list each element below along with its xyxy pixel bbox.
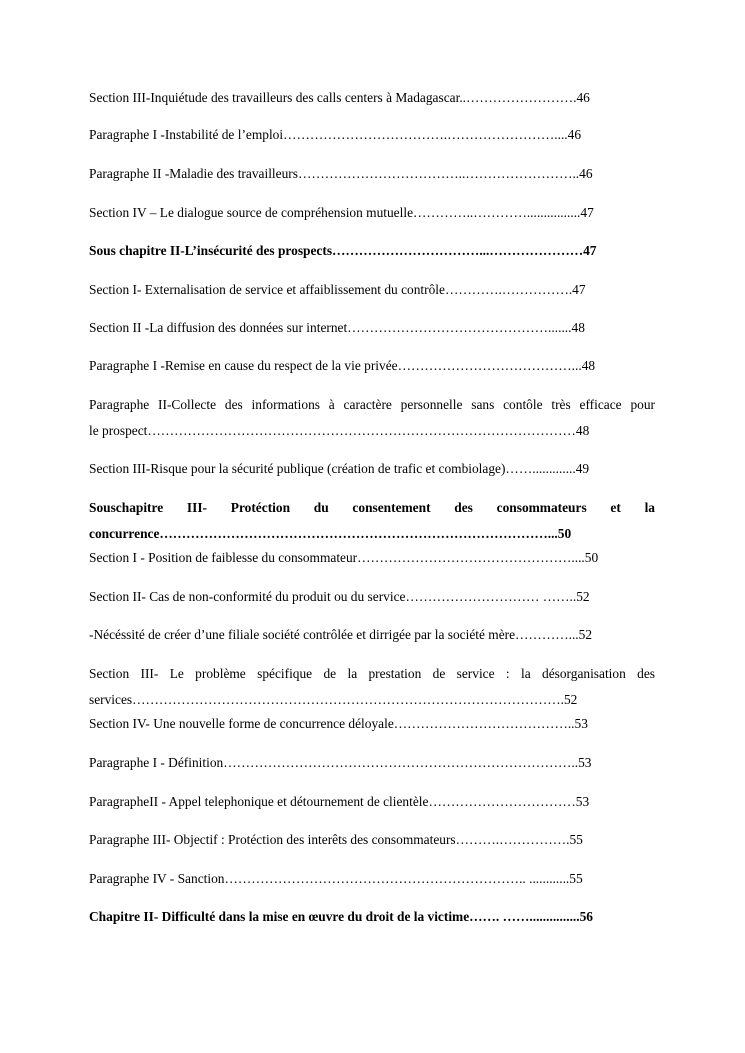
toc-entry-paragraphe-i-instabilite: Paragraphe I -Instabilité de l’emploi……………………………….……………………....46 xyxy=(89,127,582,142)
toc-entry-sous-chapitre-ii: Sous chapitre II-L’insécurité des prospects……………………………...…………………47 xyxy=(89,243,597,258)
toc-entry-paragraphe-iv-sanction: Paragraphe IV - Sanction………………………………………………………….. ............55 xyxy=(89,871,583,886)
toc-entry-souschapitre-iii xyxy=(89,495,655,547)
toc-entry-paragraphe-iii-objectif: Paragraphe III- Objectif : Protéction des interêts des consommateurs……….…………….55 xyxy=(89,832,583,847)
toc-entry-line-2: services…………………………………………………………………………………….52 xyxy=(89,692,578,707)
toc-entry-section-iii-prestation xyxy=(89,661,655,713)
toc-entry-chapitre-ii: Chapitre II- Difficulté dans la mise en œuvre du droit de la victime……. ……...............56 xyxy=(89,909,593,924)
toc-entry-paragraphe-ii-collecte xyxy=(89,392,655,444)
toc-entry-section-iv-concurrence: Section IV- Une nouvelle forme de concurrence déloyale…………………………………..53 xyxy=(89,716,588,731)
toc-entry-line-2: le prospect……………………………………………………………………………………48 xyxy=(89,423,590,438)
toc-entry-line-1: Paragraphe II-Collecte des informations à caractère personnelle sans contôle très efficace pour xyxy=(89,397,655,412)
toc-entry-section-i-faiblesse: Section I - Position de faiblesse du consommateur…………………………………………....50 xyxy=(89,550,599,565)
toc-entry-line-2: concurrence……………………………………………………………………………...50 xyxy=(89,526,572,541)
toc-entry-section-iv-dialogue: Section IV – Le dialogue source de compréhension mutuelle…………..…………................47 xyxy=(89,205,594,220)
toc-entry-paragraphe-ii-maladie: Paragraphe II -Maladie des travailleurs………………………………..……………………..46 xyxy=(89,166,593,181)
toc-entry-section-i-externalisation: Section I- Externalisation de service et affaiblissement du contrôle………….…………….47 xyxy=(89,282,586,297)
toc-entry-paragraphe-i-vie-privee: Paragraphe I -Remise en cause du respect de la vie privée…………………………………...48 xyxy=(89,358,596,373)
toc-entry-section-ii-diffusion: Section II -La diffusion des données sur internet……………………………………….......48 xyxy=(89,320,585,335)
toc-entry-section-iii-risque: Section III-Risque pour la sécurité publique (création de trafic et combiolage)…….............49 xyxy=(89,461,590,476)
toc-entry-line-1: Souschapitre III- Protéction du consentement des consommateurs et la xyxy=(89,500,655,515)
toc-entry-line-1: Section III- Le problème spécifique de la prestation de service : la désorganisation des xyxy=(89,666,655,681)
toc-entry-section-iii-inquietude: Section III-Inquiétude des travailleurs des calls centers à Madagascar..…………………….46 xyxy=(89,90,590,105)
toc-entry-paragraphe-i-definition: Paragraphe I - Définition……………………………………………………………………..53 xyxy=(89,755,592,770)
toc-entry-section-ii-non-conformite: Section II- Cas de non-conformité du produit ou du service………………………… ……..52 xyxy=(89,589,590,604)
toc-entry-necessite-filiale: -Nécéssité de créer d’une filiale société contrôlée et dirrigée par la société mère…………...52 xyxy=(89,627,593,642)
toc-entry-paragrapheii-appel: ParagrapheII - Appel telephonique et détournement de clientèle……………………………53 xyxy=(89,794,590,809)
